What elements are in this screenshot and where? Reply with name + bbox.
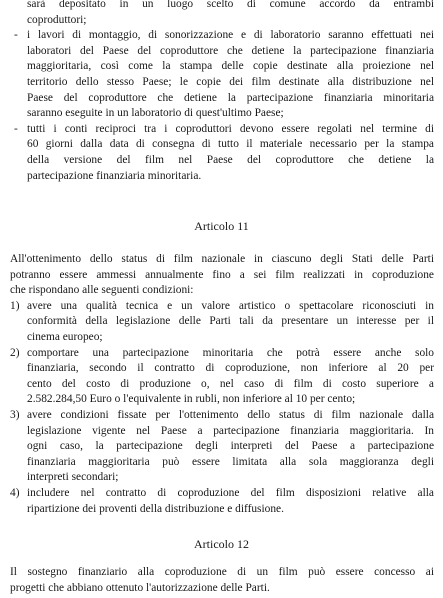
item-number: 2) (10, 346, 20, 359)
top-list (14, 0, 434, 184)
text-line: avere una qualità tecnica e un valore artistico o spettacolare riconosciuti in (27, 299, 434, 312)
text-line: i lavori di montaggio, di sonorizzazione e di laboratorio saranno effettuati nei (27, 29, 434, 42)
text-line: 2.582.284,50 Euro o l'equivalente in rubli, non inferiore al 10 per cento; (27, 393, 356, 406)
text-line: cento del costo di produzione o, nel caso di film di costo superiore a (27, 377, 434, 390)
text-line: ogni caso, la partecipazione degli interpreti del Paese a partecipazione (27, 440, 434, 453)
text-line: cinema europeo; (27, 330, 103, 343)
text-line: della versione del film nel Paese del coproduttore che detiene la (27, 153, 434, 166)
text-line: finanziaria maggioritaria può essere limitata alla sola maggioranza degli (27, 455, 434, 468)
text-line: conformità della legislazione delle Parti tali da presentare un interesse per il (27, 315, 434, 328)
text-line: territorio dello stesso Paese; le copie dei film destinate alla distribuzione nel (27, 75, 434, 88)
text-line: partecipazione finanziaria minoritaria. (27, 169, 202, 182)
text-line: avere condizioni fissate per l'ottenimento dello status di film nazionale dalla (27, 408, 434, 421)
text-line: legislazione vigente nel Paese a partecipazione finanziaria maggioritaria. In (27, 424, 434, 437)
text-line: saranno eseguite in un laboratorio di quest'ultimo Paese; (27, 107, 284, 120)
text-line: potranno essere ammessi annualmente fino a sei film realizzati in coproduzione (10, 268, 434, 281)
list-dash: - (14, 29, 18, 42)
condition-item-4 (10, 486, 434, 517)
item-number: 4) (10, 486, 20, 499)
text-line: finanziaria, secondo il contratto di coproduzione, non inferiore al 20 per (27, 362, 434, 375)
text-line: 60 giorni dalla data di consegna di tutto il materiale necessario per la stampa (27, 138, 434, 151)
condition-item-2 (10, 346, 434, 408)
text-line: che rispondano alle seguenti condizioni: (10, 284, 194, 297)
text-line: includere nel contratto di coproduzione del film disposizioni relative alla (27, 486, 434, 499)
article-11-intro (10, 252, 434, 299)
text-line: tutti i conti reciproci tra i coproduttori devono essere regolati nel termine di (27, 122, 434, 135)
item-number: 3) (10, 408, 20, 421)
list-item-continued (14, 0, 434, 28)
text-line: interpreti secondari; (27, 471, 119, 484)
article-11-heading: Articolo 11 (194, 219, 249, 233)
article-12-heading: Articolo 12 (194, 537, 249, 551)
article-11-body (10, 252, 434, 517)
text-line: ripartizione dei proventi della distribuzione e diffusione. (27, 502, 284, 515)
article-12-body (10, 565, 434, 596)
item-number: 1) (10, 299, 20, 312)
text-line: All'ottenimento dello status di film nazionale in ciascuno degli Stati delle Parti (10, 253, 434, 265)
text-line: laboratori del Paese del coproduttore che detiene la partecipazione finanziaria (27, 44, 434, 57)
condition-item-1 (10, 299, 434, 346)
condition-item-3 (10, 408, 434, 486)
text-line: coproduttori; (27, 13, 87, 26)
text-line: sarà depositato in un luogo scelto di comune accordo da entrambi (27, 0, 434, 10)
text-line: Paese del coproduttore che detiene la partecipazione finanziaria minoritaria (27, 91, 434, 104)
text-line: Il sostegno finanziario alla coproduzione di un film può essere concesso ai (10, 566, 434, 578)
text-line: maggioritaria, così come la stampa delle copie destinate alla proiezione nel (27, 60, 434, 73)
text-line: progetti che abbiano ottenuto l'autorizzazione delle Parti. (10, 581, 270, 594)
list-dash: - (14, 122, 18, 135)
text-line: comportare una partecipazione minoritaria che potrà essere anche solo (27, 346, 434, 359)
list-item-conti (14, 122, 434, 184)
list-item-montaggio (14, 28, 434, 122)
